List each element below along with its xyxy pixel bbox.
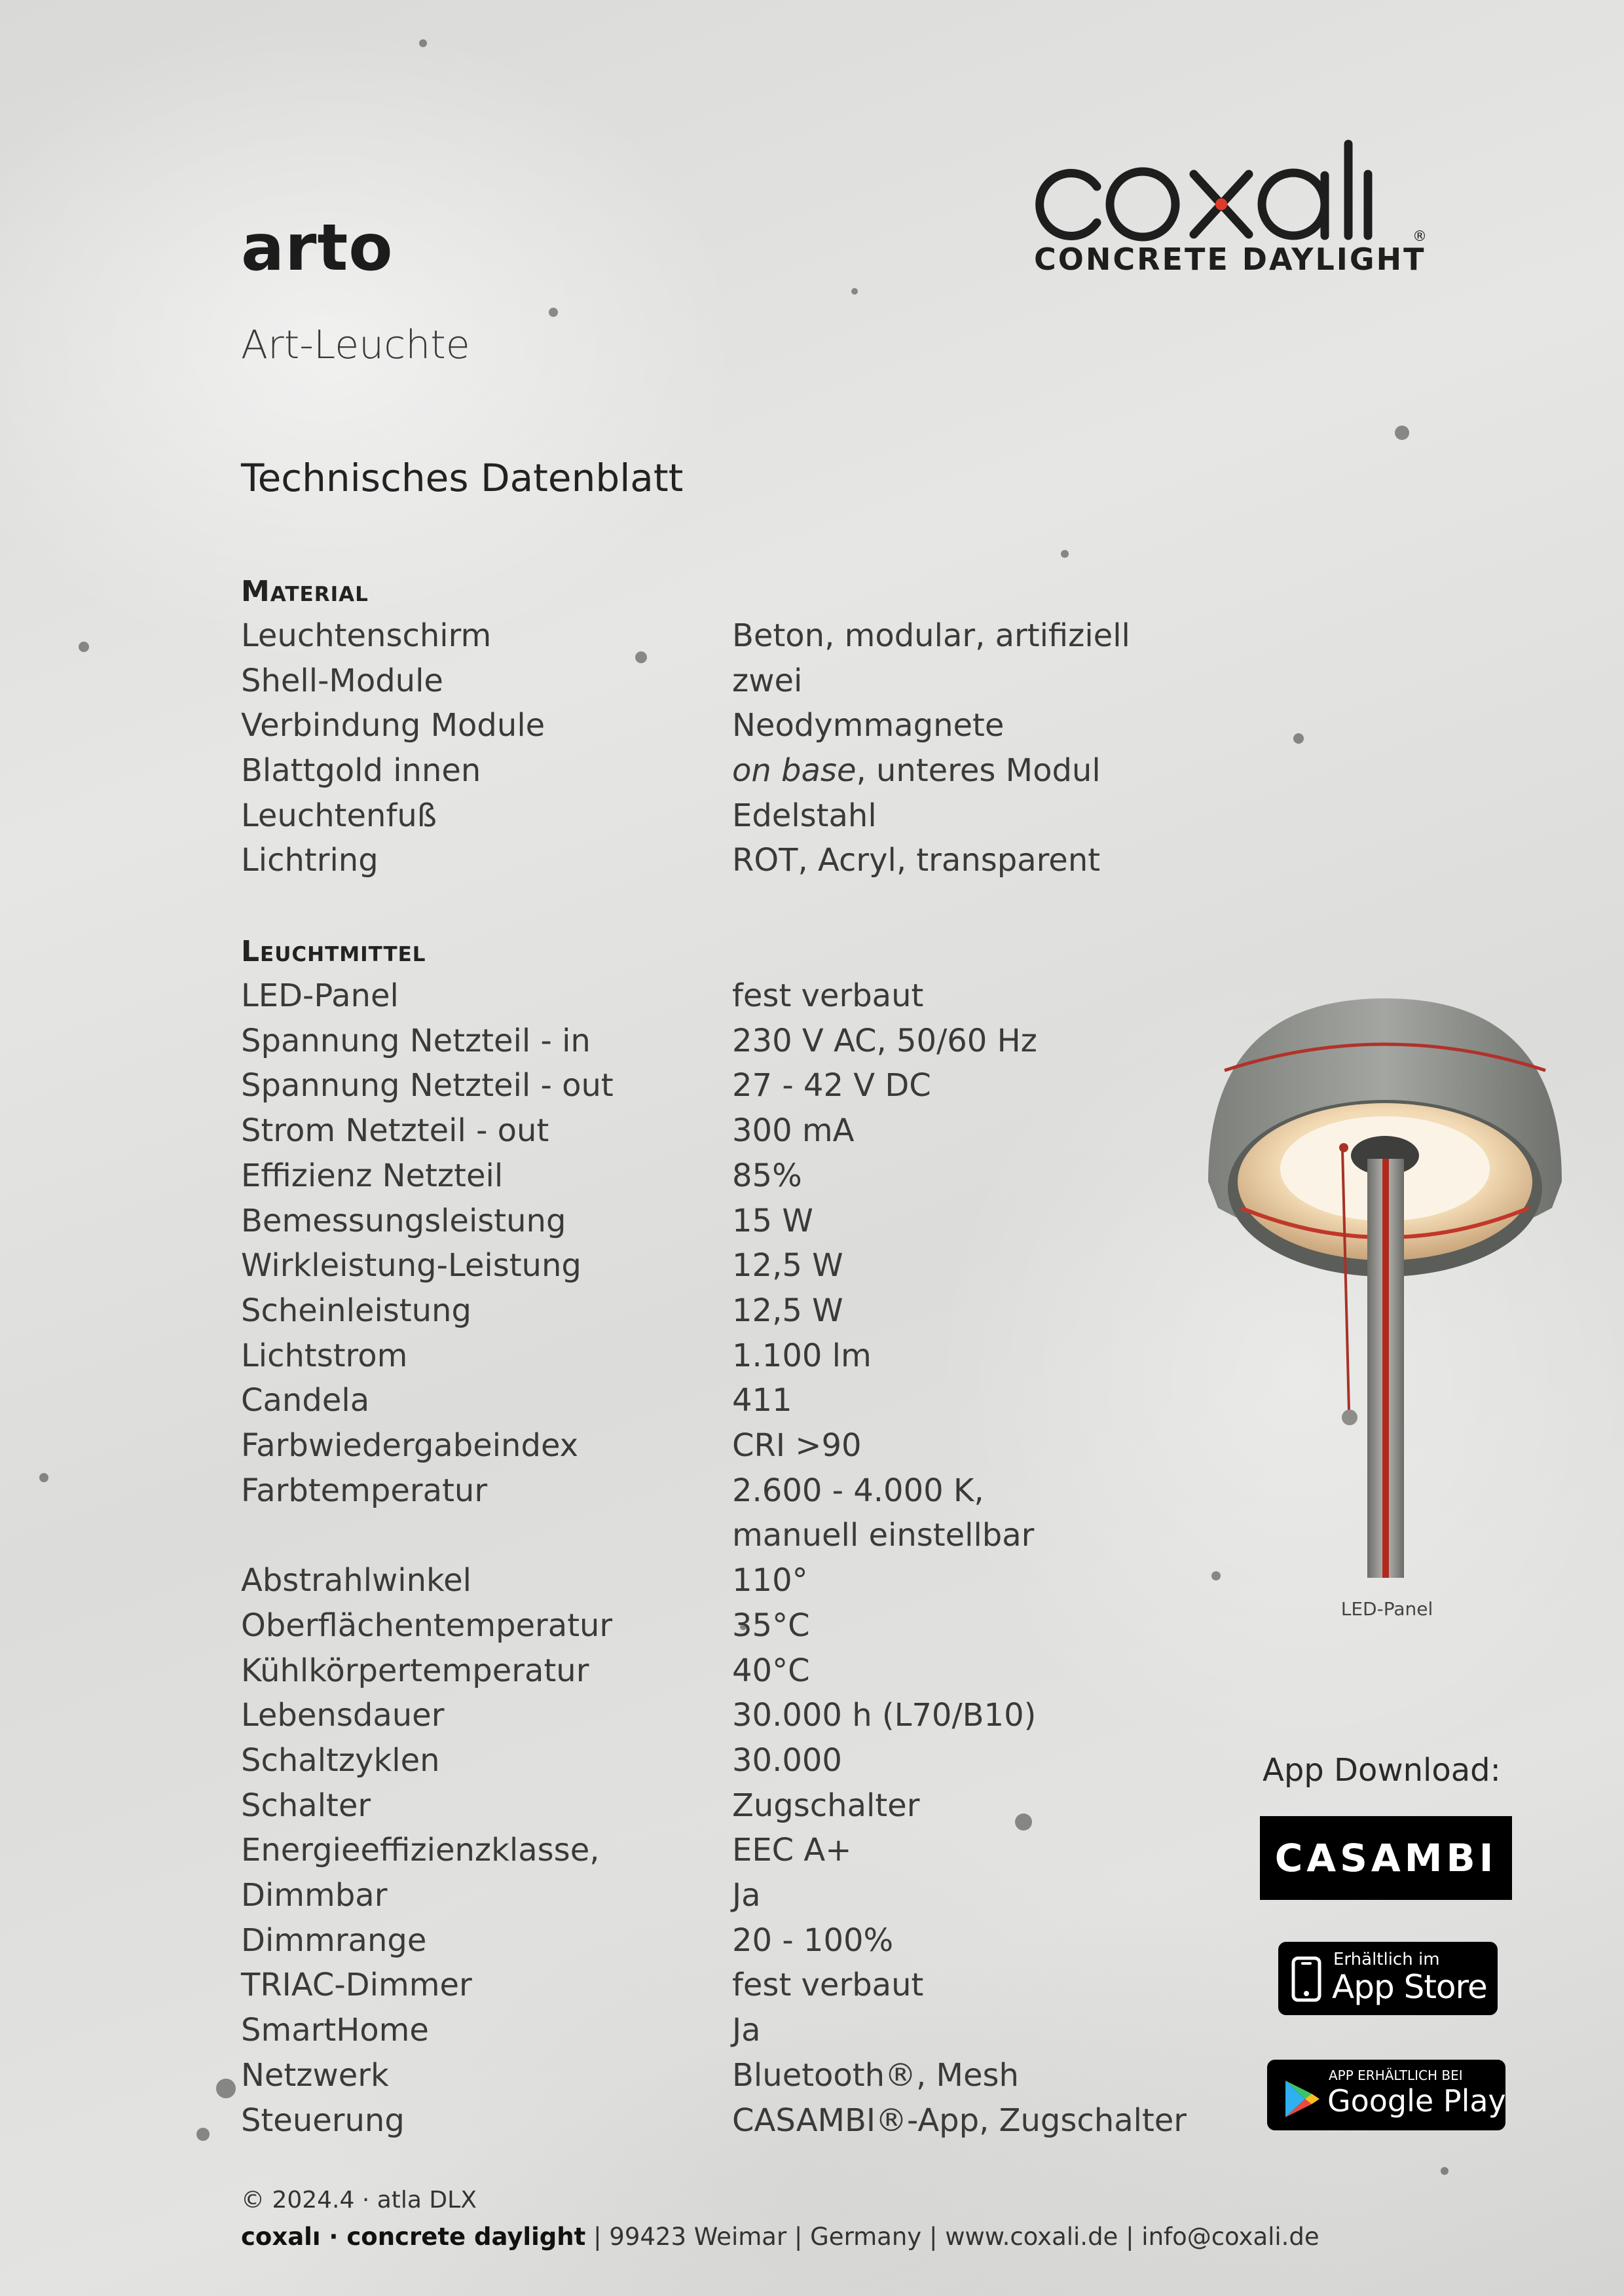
spec-label: Verbindung Module xyxy=(241,707,545,744)
spec-label: Kühlkörpertemperatur xyxy=(241,1652,589,1689)
spec-label: Steuerung xyxy=(241,2102,405,2139)
spec-row xyxy=(241,1338,1223,1381)
spec-row xyxy=(241,1607,1223,1650)
spec-row xyxy=(241,2012,1223,2055)
google-play-big: Google Play xyxy=(1327,2083,1506,2119)
registered-mark: ® xyxy=(1412,228,1427,245)
spec-value: Ja xyxy=(732,1877,761,1914)
spec-label: Spannung Netzteil - out xyxy=(241,1067,614,1104)
spec-row xyxy=(241,2102,1223,2145)
spec-value: manuell einstellbar xyxy=(732,1517,1035,1554)
spec-value: 110° xyxy=(732,1562,808,1599)
spec-row xyxy=(241,2057,1223,2100)
spec-label: Farbtemperatur xyxy=(241,1472,488,1509)
spec-row xyxy=(241,1023,1223,1066)
spec-value: 12,5 W xyxy=(732,1292,843,1329)
spec-row xyxy=(241,1517,1223,1560)
spec-row xyxy=(241,1427,1223,1470)
spec-row xyxy=(241,1832,1223,1875)
section-title-material: Material xyxy=(241,575,369,608)
spec-label: Bemessungsleistung xyxy=(241,1203,566,1239)
spec-label: Strom Netzteil - out xyxy=(241,1112,549,1149)
spec-value: fest verbaut xyxy=(732,977,924,1014)
spec-value: CASAMBI®-App, Zugschalter xyxy=(732,2102,1187,2139)
google-play-icon xyxy=(1284,2079,1321,2119)
spec-value: Neodymmagnete xyxy=(732,707,1005,744)
product-subtitle: Art-Leuchte xyxy=(241,322,470,368)
spec-row xyxy=(241,1922,1223,1965)
section-title-leuchtmittel: Leuchtmittel xyxy=(241,935,426,968)
spec-label: TRIAC-Dimmer xyxy=(241,1967,472,2003)
spec-row xyxy=(241,1472,1223,1516)
app-download-label: App Download: xyxy=(1263,1752,1501,1789)
spec-value: Bluetooth®, Mesh xyxy=(732,2057,1019,2094)
logo-tagline: CONCRETE DAYLIGHT xyxy=(1034,242,1426,277)
spec-value: 85% xyxy=(732,1157,802,1194)
casambi-badge[interactable] xyxy=(1260,1816,1512,1900)
spec-label: Lebensdauer xyxy=(241,1697,445,1734)
spec-row xyxy=(241,1787,1223,1831)
spec-row xyxy=(241,1652,1223,1696)
app-store-small: Erhältlich im xyxy=(1333,1950,1440,1969)
spec-label: Farbwiedergabeindex xyxy=(241,1427,579,1464)
spec-label: Scheinleistung xyxy=(241,1292,471,1329)
spec-label: Dimmrange xyxy=(241,1922,427,1959)
spec-row xyxy=(241,1742,1223,1785)
spec-value: Beton, modular, artifiziell xyxy=(732,617,1130,654)
spec-value: 230 V AC, 50/60 Hz xyxy=(732,1023,1037,1059)
spec-label: Shell-Module xyxy=(241,663,443,699)
spec-value: 27 - 42 V DC xyxy=(732,1067,931,1104)
footer-copyright: © 2024.4 · atla DLX xyxy=(241,2187,477,2214)
spec-label: Spannung Netzteil - in xyxy=(241,1023,591,1059)
spec-value: Ja xyxy=(732,2012,761,2049)
footer-company: coxalı · concrete daylight xyxy=(241,2223,586,2251)
spec-label: SmartHome xyxy=(241,2012,429,2049)
spec-row xyxy=(241,663,1223,706)
spec-label: Wirkleistung-Leistung xyxy=(241,1247,581,1284)
spec-row xyxy=(241,977,1223,1021)
spec-row xyxy=(241,1067,1223,1110)
lamp-image xyxy=(1198,992,1572,1594)
spec-row xyxy=(241,752,1223,795)
spec-value-italic: on base xyxy=(732,752,857,789)
coxali-logo xyxy=(1031,131,1437,282)
spec-row xyxy=(241,1877,1223,1920)
spec-row xyxy=(241,1112,1223,1156)
spec-row xyxy=(241,1292,1223,1336)
spec-value: on base, unteres Modul xyxy=(732,752,1101,789)
google-play-small: APP ERHÄLTLICH BEI xyxy=(1329,2068,1463,2083)
spec-row xyxy=(241,842,1223,885)
spec-value: 30.000 xyxy=(732,1742,842,1779)
spec-row xyxy=(241,1967,1223,2010)
spec-row xyxy=(241,1247,1223,1290)
spec-label: Lichtring xyxy=(241,842,378,879)
spec-label: Leuchtenfuß xyxy=(241,797,437,834)
spec-row xyxy=(241,1203,1223,1246)
spec-value: 35°C xyxy=(732,1607,810,1644)
spec-label: Dimmbar xyxy=(241,1877,388,1914)
datasheet-heading: Technisches Datenblatt xyxy=(241,456,684,500)
spec-value: fest verbaut xyxy=(732,1967,924,2003)
spec-label: Candela xyxy=(241,1382,370,1419)
spec-row xyxy=(241,797,1223,841)
spec-value: 2.600 - 4.000 K, xyxy=(732,1472,984,1509)
spec-value: 15 W xyxy=(732,1203,813,1239)
spec-label: Energieeffizienzklasse, xyxy=(241,1832,600,1868)
spec-value: 411 xyxy=(732,1382,792,1419)
spec-value: CRI >90 xyxy=(732,1427,862,1464)
spec-row xyxy=(241,1697,1223,1740)
app-store-badge[interactable] xyxy=(1278,1942,1498,2015)
spec-value: 12,5 W xyxy=(732,1247,843,1284)
spec-label: Schalter xyxy=(241,1787,371,1824)
spec-label: LED-Panel xyxy=(241,977,399,1014)
casambi-label: CASAMBI xyxy=(1274,1836,1498,1880)
spec-label: Oberflächentemperatur xyxy=(241,1607,613,1644)
spec-value: 300 mA xyxy=(732,1112,855,1149)
footer-contact xyxy=(241,2223,1320,2251)
spec-label: Schaltzyklen xyxy=(241,1742,440,1779)
spec-label: Abstrahlwinkel xyxy=(241,1562,472,1599)
product-title: arto xyxy=(241,211,394,285)
spec-value: Edelstahl xyxy=(732,797,877,834)
spec-value: 40°C xyxy=(732,1652,810,1689)
spec-label: Netzwerk xyxy=(241,2057,389,2094)
spec-row xyxy=(241,1562,1223,1605)
spec-label: Leuchtenschirm xyxy=(241,617,492,654)
footer-address: | 99423 Weimar | Germany | www.coxali.de | info@coxali.de xyxy=(585,2223,1320,2251)
spec-label: Lichtstrom xyxy=(241,1338,408,1374)
image-caption: LED-Panel xyxy=(1340,1598,1433,1620)
spec-row xyxy=(241,707,1223,750)
spec-row xyxy=(241,1382,1223,1425)
spec-label: Effizienz Netzteil xyxy=(241,1157,504,1194)
app-store-big: App Store xyxy=(1332,1968,1487,2006)
phone-icon xyxy=(1291,1956,1321,2002)
google-play-badge[interactable] xyxy=(1267,2060,1505,2130)
spec-value: 20 - 100% xyxy=(732,1922,894,1959)
spec-value: 1.100 lm xyxy=(732,1338,872,1374)
spec-value: EEC A+ xyxy=(732,1832,852,1868)
spec-label: Blattgold innen xyxy=(241,752,481,789)
spec-row xyxy=(241,617,1223,661)
spec-value: zwei xyxy=(732,663,803,699)
spec-value: 30.000 h (L70/B10) xyxy=(732,1697,1037,1734)
spec-row xyxy=(241,1157,1223,1201)
spec-value: Zugschalter xyxy=(732,1787,920,1824)
spec-value: ROT, Acryl, transparent xyxy=(732,842,1101,879)
